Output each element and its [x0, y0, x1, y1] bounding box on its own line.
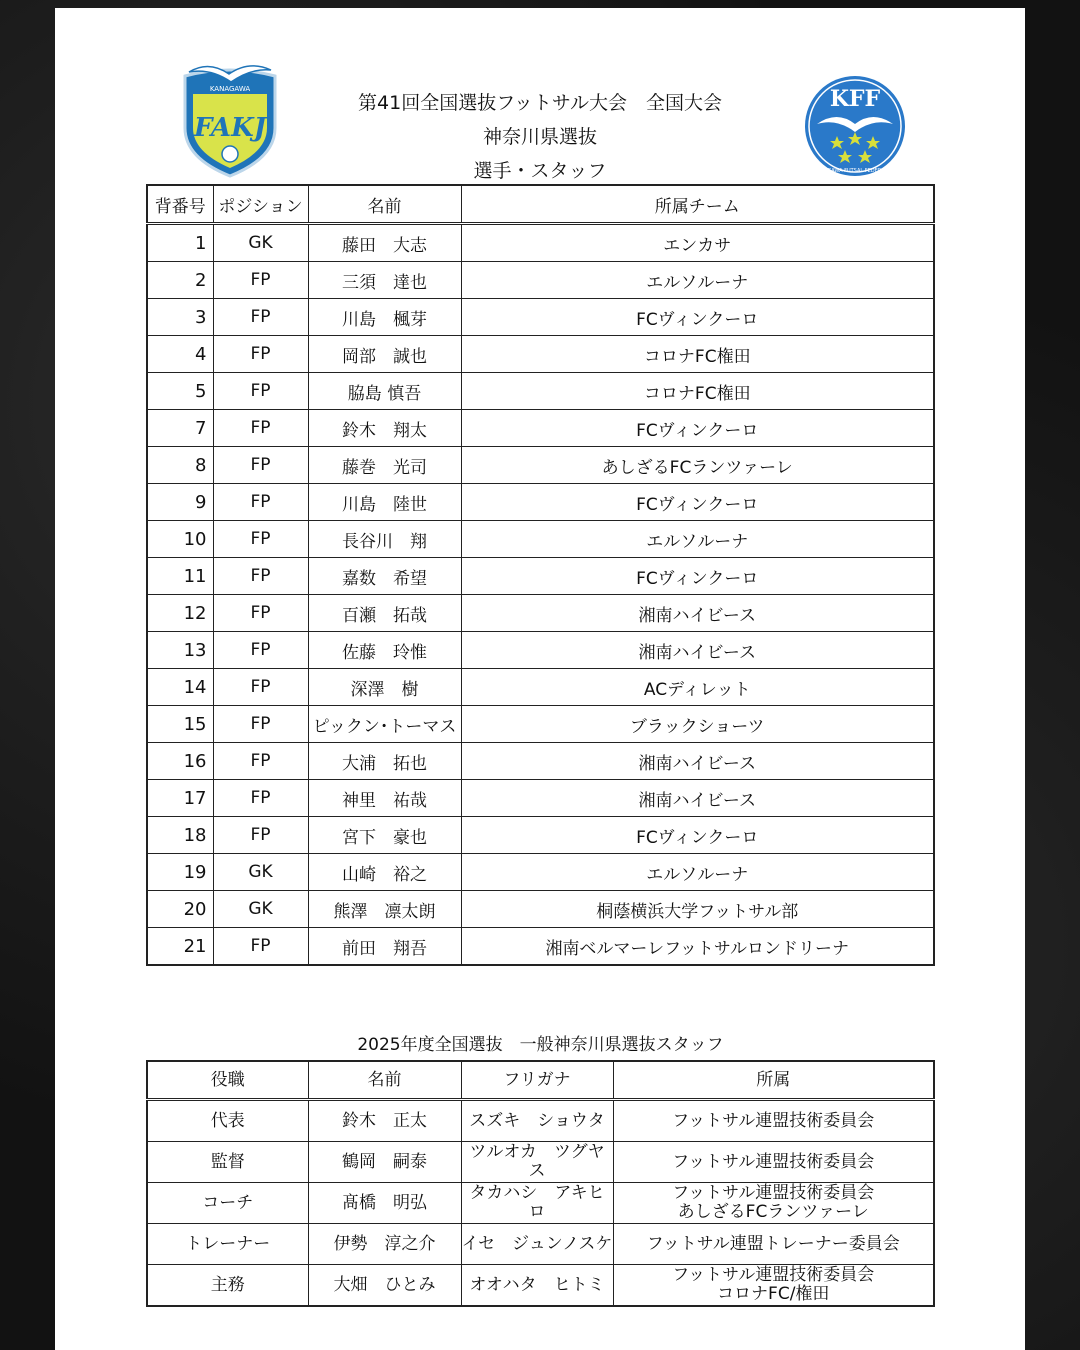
player-number: 12 [147, 595, 213, 632]
table-row [147, 1100, 934, 1142]
player-position: GK [213, 224, 308, 262]
player-name: 藤田 大志 [308, 224, 461, 262]
col-header-number: 背番号 [147, 185, 213, 224]
kff-logo [803, 74, 907, 178]
player-number: 18 [147, 817, 213, 854]
staff-role: 監督 [147, 1142, 308, 1183]
table-row [147, 780, 934, 817]
player-number: 16 [147, 743, 213, 780]
player-position: GK [213, 854, 308, 891]
staff-furigana: ツルオカ ツグヤス [461, 1142, 613, 1183]
staff-furigana: タカハシ アキヒロ [461, 1183, 613, 1224]
player-team: コロナFC権田 [461, 373, 934, 410]
player-team: 湘南ハイビース [461, 632, 934, 669]
player-number: 1 [147, 224, 213, 262]
player-number: 7 [147, 410, 213, 447]
player-position: FP [213, 928, 308, 966]
table-row [147, 484, 934, 521]
table-row [147, 595, 934, 632]
player-name: 神里 祐哉 [308, 780, 461, 817]
staff-name: 鈴木 正太 [308, 1100, 461, 1142]
table-row [147, 817, 934, 854]
table-row [147, 558, 934, 595]
staff-affiliation [613, 1183, 934, 1224]
player-number: 17 [147, 780, 213, 817]
staff-affiliation-line: フットサル連盟トレーナー委員会 [646, 1233, 900, 1254]
col-header-name: 名前 [308, 185, 461, 224]
staff-furigana: イセ ジュンノスケ [461, 1224, 613, 1265]
player-team: コロナFC権田 [461, 336, 934, 373]
col-header-team: 所属チーム [461, 185, 934, 224]
logo-right-text: KFF [829, 86, 881, 112]
table-row [147, 928, 934, 966]
player-number: 9 [147, 484, 213, 521]
player-position: FP [213, 521, 308, 558]
player-position: FP [213, 743, 308, 780]
staff-furigana: スズキ ショウタ [461, 1100, 613, 1142]
player-position: FP [213, 410, 308, 447]
table-row [147, 1142, 934, 1183]
table-row [147, 1183, 934, 1224]
table-row [147, 410, 934, 447]
staff-name: 大畑 ひとみ [308, 1265, 461, 1307]
player-number: 10 [147, 521, 213, 558]
staff-name: 伊勢 淳之介 [308, 1224, 461, 1265]
staff-affiliation-line: フットサル連盟技術委員会 [672, 1265, 875, 1285]
player-name: 大浦 拓也 [308, 743, 461, 780]
logo-right-subtext: KANAGAWA FUTSAL FEDERATION [813, 168, 897, 174]
staff-affiliation [613, 1142, 934, 1183]
player-position: FP [213, 669, 308, 706]
player-name: 鈴木 翔太 [308, 410, 461, 447]
player-number: 15 [147, 706, 213, 743]
player-team: 湘南ハイビース [461, 780, 934, 817]
staff-header-row [147, 1061, 934, 1100]
staff-section-title: 2025年度全国選抜 一般神奈川県選抜スタッフ [357, 1035, 724, 1055]
table-row [147, 373, 934, 410]
staff-name: 髙橋 明弘 [308, 1183, 461, 1224]
document-page [55, 8, 1025, 1350]
player-number: 11 [147, 558, 213, 595]
player-position: FP [213, 336, 308, 373]
logo-left-letters: FAKJ [193, 113, 267, 143]
player-team: ブラックショーツ [461, 706, 934, 743]
table-row [147, 1224, 934, 1265]
table-row [147, 706, 934, 743]
player-name: 脇島 慎吾 [308, 373, 461, 410]
player-number: 14 [147, 669, 213, 706]
player-position: FP [213, 484, 308, 521]
col-header-furigana: フリガナ [461, 1061, 613, 1100]
player-team: エンカサ [461, 224, 934, 262]
player-team: FCヴィンクーロ [461, 817, 934, 854]
player-team: FCヴィンクーロ [461, 299, 934, 336]
event-title: 第41回全国選抜フットサル大会 全国大会 [358, 92, 722, 114]
table-row [147, 521, 934, 558]
staff-table [146, 1060, 935, 1307]
player-position: FP [213, 447, 308, 484]
player-team: 湘南ベルマーレフットサルロンドリーナ [461, 928, 934, 966]
player-name: 川島 楓芽 [308, 299, 461, 336]
table-row [147, 891, 934, 928]
player-team: 桐蔭横浜大学フットサル部 [461, 891, 934, 928]
player-position: FP [213, 558, 308, 595]
player-number: 19 [147, 854, 213, 891]
player-name: 深澤 樹 [308, 669, 461, 706]
table-row [147, 854, 934, 891]
staff-role: 代表 [147, 1100, 308, 1142]
player-number: 13 [147, 632, 213, 669]
player-team: 湘南ハイビース [461, 743, 934, 780]
logo-left-text: KANAGAWA [209, 85, 251, 93]
table-row [147, 224, 934, 262]
player-position: FP [213, 632, 308, 669]
roster-header-row [147, 185, 934, 224]
table-row [147, 262, 934, 299]
player-name: 三須 達也 [308, 262, 461, 299]
player-number: 5 [147, 373, 213, 410]
player-name: 百瀬 拓哉 [308, 595, 461, 632]
team-name: 神奈川県選抜 [482, 126, 597, 148]
roster-table [146, 184, 935, 966]
player-name: 嘉数 希望 [308, 558, 461, 595]
player-name: 前田 翔吾 [308, 928, 461, 966]
player-name: 岡部 誠也 [308, 336, 461, 373]
player-position: FP [213, 299, 308, 336]
player-number: 4 [147, 336, 213, 373]
table-row [147, 299, 934, 336]
player-team: FCヴィンクーロ [461, 410, 934, 447]
player-position: FP [213, 595, 308, 632]
player-name: 熊澤 凛太朗 [308, 891, 461, 928]
player-position: GK [213, 891, 308, 928]
table-row [147, 336, 934, 373]
staff-affiliation-line: あしざるFCランツァーレ [677, 1202, 869, 1222]
player-number: 21 [147, 928, 213, 966]
staff-role: トレーナー [147, 1224, 308, 1265]
table-row [147, 1265, 934, 1307]
staff-role: 主務 [147, 1265, 308, 1307]
player-name: 宮下 豪也 [308, 817, 461, 854]
player-team: エルソルーナ [461, 854, 934, 891]
staff-affiliation-line: フットサル連盟技術委員会 [672, 1151, 875, 1172]
player-number: 3 [147, 299, 213, 336]
table-row [147, 743, 934, 780]
player-name: 山崎 裕之 [308, 854, 461, 891]
col-header-staff-name: 名前 [308, 1061, 461, 1100]
staff-affiliation [613, 1224, 934, 1265]
player-position: FP [213, 373, 308, 410]
player-name: 藤巻 光司 [308, 447, 461, 484]
kanagawa-football-association-logo [179, 58, 281, 180]
staff-affiliation-line: フットサル連盟技術委員会 [672, 1110, 875, 1131]
player-team: エルソルーナ [461, 521, 934, 558]
staff-affiliation [613, 1265, 934, 1307]
player-team: エルソルーナ [461, 262, 934, 299]
player-name: 佐藤 玲惟 [308, 632, 461, 669]
player-team: ACディレット [461, 669, 934, 706]
staff-affiliation-line: フットサル連盟技術委員会 [672, 1183, 875, 1203]
table-row [147, 447, 934, 484]
player-position: FP [213, 262, 308, 299]
player-name: 川島 陸世 [308, 484, 461, 521]
staff-affiliation-line: コロナFC/権田 [717, 1284, 830, 1304]
player-team: 湘南ハイビース [461, 595, 934, 632]
col-header-position: ポジション [213, 185, 308, 224]
col-header-affiliation: 所属 [613, 1061, 934, 1100]
player-position: FP [213, 817, 308, 854]
table-row [147, 669, 934, 706]
staff-name: 鶴岡 嗣泰 [308, 1142, 461, 1183]
player-name: ピックン･トーマス [308, 706, 461, 743]
section-title: 選手・スタッフ [473, 160, 607, 182]
player-position: FP [213, 706, 308, 743]
table-row [147, 632, 934, 669]
player-team: FCヴィンクーロ [461, 484, 934, 521]
player-number: 20 [147, 891, 213, 928]
staff-affiliation [613, 1100, 934, 1142]
staff-role: コーチ [147, 1183, 308, 1224]
player-number: 2 [147, 262, 213, 299]
player-position: FP [213, 780, 308, 817]
player-name: 長谷川 翔 [308, 521, 461, 558]
player-team: あしざるFCランツァーレ [461, 447, 934, 484]
player-number: 8 [147, 447, 213, 484]
col-header-role: 役職 [147, 1061, 308, 1100]
player-team: FCヴィンクーロ [461, 558, 934, 595]
staff-furigana: オオハタ ヒトミ [461, 1265, 613, 1307]
